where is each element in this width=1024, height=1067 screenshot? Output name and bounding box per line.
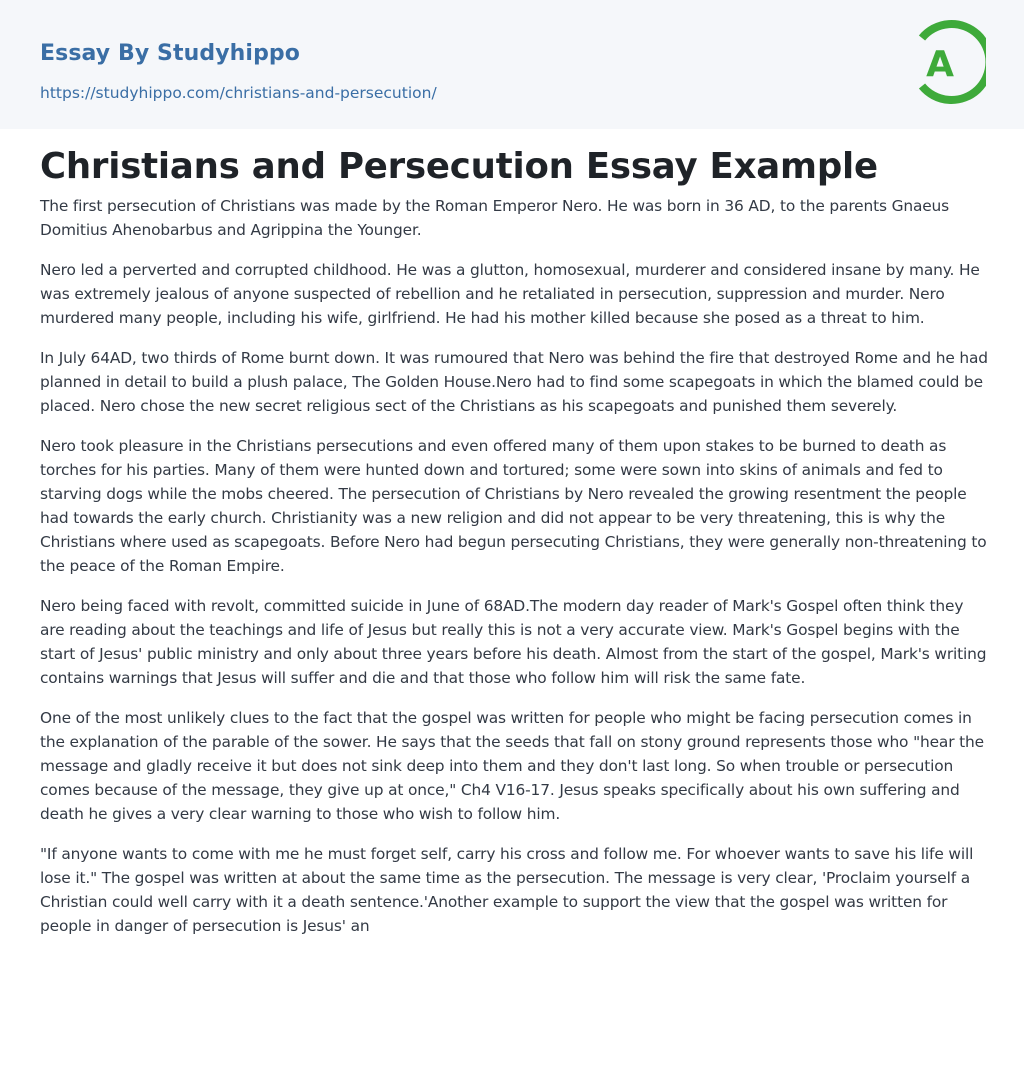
logo-letter: A <box>926 44 954 85</box>
site-header <box>0 0 1024 129</box>
page-title: Christians and Persecution Essay Example <box>40 146 878 187</box>
essay-paragraph-6: One of the most unlikely clues to the fact that the gospel was written for people who might be facing persecution comes in the explanation of the parable of the sower. He says that the seeds that fall on stony ground represents those who "hear the message and gladly receive it but does not sink deep into them and they don't last long. So when trouble or persecution comes because of the message, they give up at once," Ch4 V16-17. Jesus speaks specifically about his own suffering and death he gives a very clear warning to those who wish to follow him. <box>40 709 984 823</box>
essay-paragraph-2: Nero led a perverted and corrupted childhood. He was a glutton, homosexual, murderer and considered insane by many. He was extremely jealous of anyone suspected of rebellion and he retaliated in persecution, suppression and murder. Nero murdered many people, including his wife, girlfriend. He had his mother killed because she posed as a threat to him. <box>40 261 980 327</box>
brand-title[interactable]: Essay By Studyhippo <box>40 41 300 66</box>
essay-url-link[interactable]: https://studyhippo.com/christians-and-persecution/ <box>40 84 437 102</box>
essay-body <box>40 194 988 954</box>
essay-paragraph-3: In July 64AD, two thirds of Rome burnt down. It was rumoured that Nero was behind the fire that destroyed Rome and he had planned in detail to build a plush palace, The Golden House.Nero had to find some scapegoats in which the blamed could be placed. Nero chose the new secret religious sect of the Christians as his scapegoats and punished them severely. <box>40 349 988 415</box>
studyhippo-logo-icon[interactable] <box>912 18 986 106</box>
essay-paragraph-5: Nero being faced with revolt, committed suicide in June of 68AD.The modern day reader of Mark's Gospel often think they are reading about the teachings and life of Jesus but really this is not a very accurate view. Mark's Gospel begins with the start of Jesus' public ministry and only about three years before his death. Almost from the start of the gospel, Mark's writing contains warnings that Jesus will suffer and die and that those who follow him will risk the same fate. <box>40 597 987 687</box>
essay-paragraph-4: Nero took pleasure in the Christians persecutions and even offered many of them upon stakes to be burned to death as torches for his parties. Many of them were hunted down and tortured; some were sown into skins of animals and fed to starving dogs while the mobs cheered. The persecution of Christians by Nero revealed the growing resentment the people had towards the early church. Christianity was a new religion and did not appear to be very threatening, this is why the Christians where used as scapegoats. Before Nero had begun persecuting Christians, they were generally non-threatening to the peace of the Roman Empire. <box>40 437 987 575</box>
essay-paragraph-1: The first persecution of Christians was made by the Roman Emperor Nero. He was born in 36 AD, to the parents Gnaeus Domitius Ahenobarbus and Agrippina the Younger. <box>40 197 950 239</box>
essay-paragraph-7: "If anyone wants to come with me he must forget self, carry his cross and follow me. For whoever wants to save his life will lose it." The gospel was written at about the same time as the persecution. The message is very clear, 'Proclaim yourself a Christian could well carry with it a death sentence.'Another example to support the view that the gospel was written for people in danger of persecution is Jesus' an <box>40 845 974 935</box>
